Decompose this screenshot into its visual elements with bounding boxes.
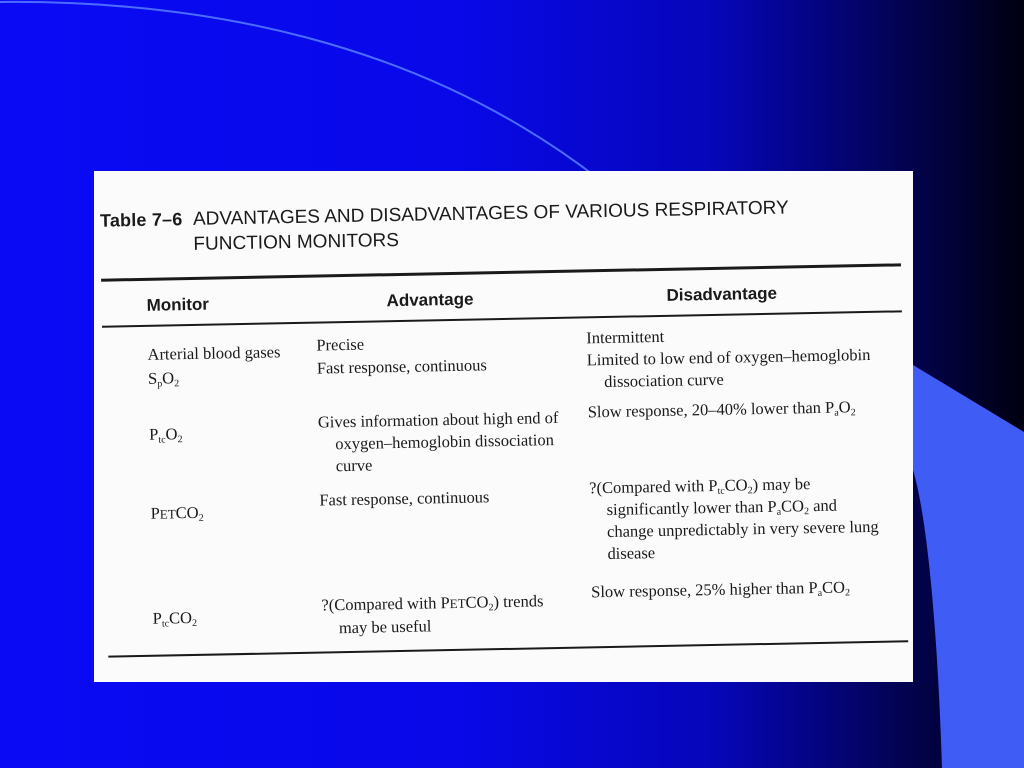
table-row-ptcco2-monitor — [152, 607, 197, 630]
table-row-ptcco2-disadvantage: Slow response, 25% higher than $P_aCO_2$ — [591, 577, 851, 602]
table-row-spo2-disadvantage: Limited to low end of oxygen–hemoglobin dissociation curve — [586, 344, 871, 392]
table-row-ptcco2-advantage: ?(Compared with $PETCO_2$) trends may be useful — [321, 591, 544, 638]
table-row-arterial-blood-gases-advantage: Precise — [316, 334, 365, 355]
table-image-panel — [94, 171, 913, 682]
column-header-disadvantage: Disadvantage — [666, 283, 778, 305]
table-row-arterial-blood-gases-disadvantage: Intermittent — [586, 326, 665, 348]
table-title-line: ADVANTAGES AND DISADVANTAGES OF VARIOUS RESPIRATORY — [192, 197, 789, 230]
ptco2-label: $P_{tc}O_2$ — [148, 424, 183, 446]
spo2-label: $S_pO_2$ — [147, 368, 180, 390]
ptcco2-label: $P_{tc}CO_2$ — [152, 608, 198, 630]
top-thick-rule — [101, 263, 901, 281]
background-accent-shape — [913, 365, 1024, 768]
table-row-ptco2-advantage: Gives information about high end of oxygen–hemoglobin dissociation curve — [317, 407, 559, 476]
table-content — [94, 171, 913, 682]
table-row-arterial-blood-gases-monitor: Arterial blood gases — [147, 342, 281, 364]
petco2-label: $PETCO_2$ — [150, 502, 204, 524]
column-header-monitor: Monitor — [146, 294, 210, 315]
table-number: Table 7–6 — [99, 209, 183, 231]
table-row-ptco2-monitor — [149, 423, 183, 446]
ptco2-disadvantage-line: Slow response, 20–40% lower than $P_aO_2$ — [587, 397, 856, 422]
column-header-advantage: Advantage — [386, 289, 474, 311]
table-row-spo2-advantage: Fast response, continuous — [316, 355, 488, 378]
table-title — [193, 195, 834, 257]
table-row-spo2-monitor — [148, 367, 180, 390]
background-arc-line — [0, 2, 600, 180]
header-rule — [102, 310, 902, 327]
table-row-ptco2-disadvantage — [588, 396, 856, 423]
table-row-petco2-disadvantage: ?(Compared with $P_{tc}CO_2$) may be significantly lower than $P_aCO_2$ and change unpredictably in very severe lung disease — [589, 474, 879, 564]
table-title-line: FUNCTION MONITORS — [193, 229, 400, 255]
table-row-petco2-monitor — [150, 502, 203, 526]
bottom-rule — [108, 640, 908, 657]
table-row-petco2-advantage: Fast response, continuous — [319, 487, 490, 510]
